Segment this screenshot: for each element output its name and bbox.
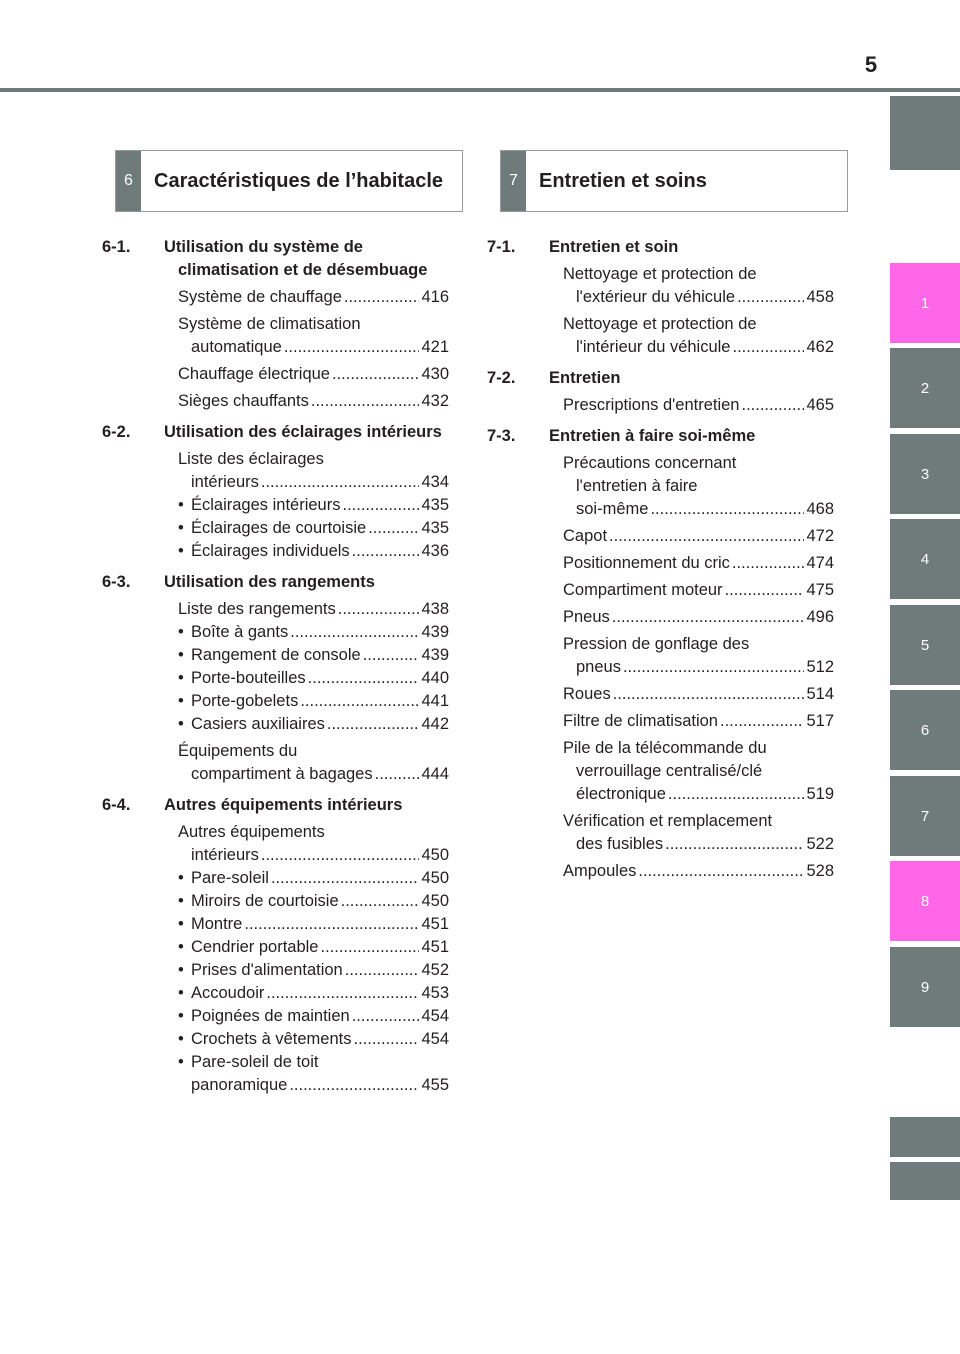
- toc-entry[interactable]: [102, 448, 449, 563]
- toc-page-number[interactable]: 438: [421, 600, 449, 618]
- toc-entry[interactable]: [487, 810, 834, 856]
- toc-page-number[interactable]: 439: [421, 623, 449, 641]
- toc-entry[interactable]: [487, 313, 834, 359]
- dot-leader: [363, 644, 420, 667]
- dot-leader: [321, 936, 420, 959]
- toc-line: [178, 763, 449, 786]
- toc-entry-text: Prises d'alimentation: [191, 961, 343, 979]
- toc-line: [563, 683, 834, 706]
- toc-entry-text: Système de climatisation: [178, 315, 361, 333]
- toc-line: [178, 517, 449, 540]
- dot-leader: [638, 860, 804, 883]
- toc-line: [563, 737, 834, 760]
- toc-page-number[interactable]: 517: [806, 712, 834, 730]
- section-6-toc: [102, 231, 449, 1097]
- toc-page-number[interactable]: 435: [421, 519, 449, 537]
- dot-leader: [261, 471, 420, 494]
- dot-leader: [720, 710, 804, 733]
- toc-entry-text: Montre: [191, 915, 243, 933]
- toc-entry[interactable]: [102, 598, 449, 736]
- toc-page-number[interactable]: 465: [806, 396, 834, 414]
- toc-line: [178, 621, 449, 644]
- toc-line: [563, 498, 834, 521]
- toc-entry-text: Positionnement du cric: [563, 554, 730, 572]
- toc-line: [563, 606, 834, 629]
- dot-leader: [311, 390, 420, 413]
- toc-entry[interactable]: [487, 579, 834, 602]
- toc-entry-text: Chauffage électrique: [178, 365, 330, 383]
- toc-page-number[interactable]: 514: [806, 685, 834, 703]
- toc-entry-text: Casiers auxiliaires: [191, 715, 325, 733]
- toc-line: [563, 833, 834, 856]
- top-rule: [0, 88, 960, 92]
- toc-page-number[interactable]: 432: [421, 392, 449, 410]
- bullet-glyph: •: [178, 715, 184, 733]
- toc-entry-text: Pression de gonflage des: [563, 635, 750, 653]
- chapter-tabs: [890, 0, 960, 1354]
- bullet-glyph: •: [178, 646, 184, 664]
- toc-page-number[interactable]: 430: [421, 365, 449, 383]
- toc-entry-text: Éclairages de courtoisie: [191, 519, 367, 537]
- toc-page-number[interactable]: 455: [421, 1076, 449, 1094]
- chapter-tab-7[interactable]: 7: [890, 776, 960, 856]
- toc-entry-text: Vérification et remplacement: [563, 812, 773, 830]
- toc-entry-text: Porte-gobelets: [191, 692, 299, 710]
- toc-page-number[interactable]: 450: [421, 869, 449, 887]
- toc-line: [563, 810, 834, 833]
- dot-leader: [354, 1028, 420, 1051]
- chapter-number: 6-4.: [102, 796, 131, 814]
- toc-page-number[interactable]: 440: [421, 669, 449, 687]
- toc-page-number[interactable]: 474: [806, 554, 834, 572]
- toc-entry-text: Éclairages individuels: [191, 542, 350, 560]
- toc-entry-text: Prescriptions d'entretien: [563, 396, 740, 414]
- toc-page-number[interactable]: 435: [421, 496, 449, 514]
- toc-entry[interactable]: [487, 263, 834, 309]
- toc-entry-text: Rangement de console: [191, 646, 361, 664]
- toc-chapter-heading[interactable]: [487, 425, 834, 448]
- bullet-glyph: •: [178, 961, 184, 979]
- toc-entry-text: électronique: [576, 785, 666, 803]
- toc-page-number[interactable]: 519: [806, 785, 834, 803]
- toc-line: [178, 598, 449, 621]
- toc-entry-text: Équipements du: [178, 742, 298, 760]
- toc-page-number[interactable]: 528: [806, 862, 834, 880]
- bullet-glyph: •: [178, 519, 184, 537]
- toc-line: [563, 394, 834, 417]
- toc-line: [563, 656, 834, 679]
- toc-page-number[interactable]: 439: [421, 646, 449, 664]
- dot-leader: [244, 913, 419, 936]
- toc-entry-text: compartiment à bagages: [191, 765, 373, 783]
- toc-line: [178, 448, 449, 471]
- toc-line: [563, 263, 834, 286]
- chapter-number: 6-2.: [102, 423, 131, 441]
- toc-page-number[interactable]: 441: [421, 692, 449, 710]
- toc-entry-text: Capot: [563, 527, 608, 545]
- dot-leader: [623, 656, 805, 679]
- dot-leader: [342, 494, 419, 517]
- toc-line: [178, 740, 449, 763]
- toc-entry-text: Pneus: [563, 608, 610, 626]
- chapter-number: 6-3.: [102, 573, 131, 591]
- chapter-tab-5[interactable]: 5: [890, 605, 960, 685]
- toc-entry-text: l'extérieur du véhicule: [576, 288, 736, 306]
- toc-page-number[interactable]: 444: [421, 765, 449, 783]
- toc-line: [178, 313, 449, 336]
- toc-entry-text: Roues: [563, 685, 611, 703]
- toc-line: [178, 1005, 449, 1028]
- chapter-title: Entretien à faire soi-même: [549, 427, 756, 445]
- dot-leader: [665, 833, 804, 856]
- dot-leader: [733, 336, 805, 359]
- toc-entry[interactable]: [487, 525, 834, 548]
- chapter-number: 7-3.: [487, 427, 516, 445]
- dot-leader: [344, 286, 420, 309]
- dot-leader: [261, 844, 420, 867]
- dot-leader: [368, 517, 419, 540]
- toc-line: [178, 821, 449, 844]
- toc-entry-text: Sièges chauffants: [178, 392, 309, 410]
- dot-leader: [332, 363, 419, 386]
- toc-line: [178, 1051, 449, 1074]
- toc-page-number[interactable]: 451: [421, 938, 449, 956]
- toc-line: [178, 913, 449, 936]
- toc-entry-text: Pare-soleil de toit: [191, 1053, 319, 1071]
- toc-page-number[interactable]: 453: [421, 984, 449, 1002]
- toc-line: [563, 552, 834, 575]
- bullet-glyph: •: [178, 1030, 184, 1048]
- toc-entry-text: Boîte à gants: [191, 623, 289, 641]
- bullet-glyph: •: [178, 542, 184, 560]
- bullet-glyph: •: [178, 984, 184, 1002]
- toc-entry[interactable]: [487, 683, 834, 706]
- toc-entry[interactable]: [102, 313, 449, 359]
- toc-line: [178, 363, 449, 386]
- chapter-tab-3[interactable]: 3: [890, 434, 960, 514]
- dot-leader: [737, 286, 804, 309]
- toc-page-number[interactable]: 454: [421, 1030, 449, 1048]
- dot-leader: [300, 690, 419, 713]
- toc-entry-text: soi-même: [576, 500, 649, 518]
- toc-entry-text: Nettoyage et protection de: [563, 315, 757, 333]
- dot-leader: [612, 606, 805, 629]
- chapter-title: Utilisation des rangements: [164, 573, 375, 591]
- toc-entry-text: verrouillage centralisé/clé: [576, 762, 763, 780]
- chapter-tab-8[interactable]: 8: [890, 861, 960, 941]
- toc-entry[interactable]: [102, 821, 449, 1097]
- dot-leader: [338, 598, 420, 621]
- bullet-glyph: •: [178, 938, 184, 956]
- bullet-glyph: •: [178, 915, 184, 933]
- dot-leader: [327, 713, 420, 736]
- toc-line: [178, 644, 449, 667]
- chapter-tab-1[interactable]: 1: [890, 263, 960, 343]
- dot-leader: [668, 783, 805, 806]
- dot-leader: [732, 552, 805, 575]
- toc-line: [178, 1074, 449, 1097]
- toc-line: [178, 336, 449, 359]
- dot-leader: [613, 683, 805, 706]
- toc-chapter-heading[interactable]: [487, 367, 834, 390]
- toc-page-number[interactable]: 450: [421, 846, 449, 864]
- toc-page-number[interactable]: 450: [421, 892, 449, 910]
- toc-entry-text: Filtre de climatisation: [563, 712, 718, 730]
- bullet-glyph: •: [178, 1053, 184, 1071]
- toc-line: [178, 494, 449, 517]
- toc-line: [563, 783, 834, 806]
- section-7-toc: [487, 231, 834, 883]
- toc-page-number[interactable]: 434: [421, 473, 449, 491]
- toc-line: [178, 890, 449, 913]
- toc-entry-text: Pile de la télécommande du: [563, 739, 767, 757]
- toc-line: [178, 982, 449, 1005]
- toc-entry[interactable]: [102, 286, 449, 309]
- toc-line: [563, 336, 834, 359]
- toc-chapter-heading[interactable]: [487, 236, 834, 259]
- toc-entry-text: Ampoules: [563, 862, 637, 880]
- toc-entry-text: automatique: [191, 338, 282, 356]
- toc-line: [178, 540, 449, 563]
- dot-leader: [375, 763, 420, 786]
- toc-entry-text: panoramique: [191, 1076, 288, 1094]
- toc-entry[interactable]: [487, 606, 834, 629]
- toc-entry-text: l'intérieur du véhicule: [576, 338, 731, 356]
- toc-entry-text: Nettoyage et protection de: [563, 265, 757, 283]
- toc-entry[interactable]: [102, 740, 449, 786]
- toc-page-number[interactable]: 522: [806, 835, 834, 853]
- toc-entry[interactable]: [487, 452, 834, 521]
- toc-line: [563, 760, 834, 783]
- toc-entry-text: intérieurs: [191, 473, 259, 491]
- toc-entry-text: des fusibles: [576, 835, 664, 853]
- toc-line: [178, 667, 449, 690]
- chapter-tab-blank-bottom-1[interactable]: [890, 1117, 960, 1157]
- toc-entry-text: l'entretien à faire: [576, 477, 698, 495]
- dot-leader: [266, 982, 419, 1005]
- dot-leader: [352, 1005, 420, 1028]
- toc-entry-text: Crochets à vêtements: [191, 1030, 352, 1048]
- toc-entry-text: pneus: [576, 658, 621, 676]
- toc-entry[interactable]: [487, 737, 834, 806]
- section-7-header: [500, 150, 848, 212]
- bullet-glyph: •: [178, 669, 184, 687]
- toc-page-number[interactable]: 462: [806, 338, 834, 356]
- toc-page-number[interactable]: 452: [421, 961, 449, 979]
- toc-entry-text: Poignées de maintien: [191, 1007, 350, 1025]
- bullet-glyph: •: [178, 869, 184, 887]
- toc-line: [563, 633, 834, 656]
- toc-line: [563, 579, 834, 602]
- toc-line: [178, 713, 449, 736]
- toc-entry[interactable]: [102, 390, 449, 413]
- chapter-number: 6-1.: [102, 238, 131, 256]
- toc-line: [178, 959, 449, 982]
- toc-entry-text: Liste des éclairages: [178, 450, 324, 468]
- dot-leader: [609, 525, 804, 548]
- toc-entry[interactable]: [487, 552, 834, 575]
- chapter-tab-4[interactable]: 4: [890, 519, 960, 599]
- toc-line: [563, 313, 834, 336]
- toc-entry[interactable]: [102, 363, 449, 386]
- section-6-header: [115, 150, 463, 212]
- toc-line: [563, 475, 834, 498]
- toc-page-number[interactable]: 472: [806, 527, 834, 545]
- toc-entry-text: intérieurs: [191, 846, 259, 864]
- toc-page-number[interactable]: 442: [421, 715, 449, 733]
- chapter-title: Utilisation du système de climatisation et de désembuage: [164, 238, 428, 279]
- dot-leader: [725, 579, 805, 602]
- toc-entry-text: Compartiment moteur: [563, 581, 723, 599]
- toc-entry-text: Cendrier portable: [191, 938, 319, 956]
- toc-entry-text: Pare-soleil: [191, 869, 269, 887]
- toc-chapter-heading[interactable]: [102, 236, 449, 282]
- toc-line: [563, 860, 834, 883]
- toc-entry-text: Autres équipements: [178, 823, 325, 841]
- section-7-title: Entretien et soins: [539, 170, 707, 192]
- bullet-glyph: •: [178, 692, 184, 710]
- toc-entry[interactable]: [487, 710, 834, 733]
- chapter-tab-blank-top[interactable]: [890, 96, 960, 170]
- toc-line: [563, 286, 834, 309]
- dot-leader: [308, 667, 420, 690]
- toc-page-number[interactable]: 416: [421, 288, 449, 306]
- dot-leader: [742, 394, 805, 417]
- toc-chapter-heading[interactable]: [102, 794, 449, 817]
- section-6-title: Caractéristiques de l’habitacle: [154, 170, 444, 192]
- chapter-tab-blank-bottom-2[interactable]: [890, 1162, 960, 1200]
- toc-chapter-heading[interactable]: [102, 421, 449, 444]
- toc-entry-text: Accoudoir: [191, 984, 265, 1002]
- toc-entry-text: Miroirs de courtoisie: [191, 892, 339, 910]
- toc-page-number[interactable]: 436: [421, 542, 449, 560]
- toc-entry-text: Système de chauffage: [178, 288, 342, 306]
- chapter-title: Utilisation des éclairages intérieurs: [164, 423, 442, 441]
- toc-line: [178, 1028, 449, 1051]
- dot-leader: [271, 867, 420, 890]
- toc-page-number[interactable]: 512: [806, 658, 834, 676]
- toc-line: [178, 936, 449, 959]
- toc-line: [178, 844, 449, 867]
- toc-line: [563, 452, 834, 475]
- bullet-glyph: •: [178, 623, 184, 641]
- chapter-title: Entretien et soin: [549, 238, 679, 256]
- dot-leader: [345, 959, 420, 982]
- dot-leader: [650, 498, 804, 521]
- toc-page-number[interactable]: 468: [806, 500, 834, 518]
- bullet-glyph: •: [178, 496, 184, 514]
- toc-page-number[interactable]: 496: [806, 608, 834, 626]
- section-7-number: 7: [501, 151, 526, 211]
- chapter-title: Autres équipements intérieurs: [164, 796, 403, 814]
- toc-line: [563, 710, 834, 733]
- toc-chapter-heading[interactable]: [102, 571, 449, 594]
- toc-line: [178, 390, 449, 413]
- toc-line: [178, 286, 449, 309]
- chapter-number: 7-1.: [487, 238, 516, 256]
- chapter-tab-9[interactable]: 9: [890, 947, 960, 1027]
- dot-leader: [352, 540, 420, 563]
- chapter-title: Entretien: [549, 369, 621, 387]
- toc-line: [563, 525, 834, 548]
- toc-entry-text: Éclairages intérieurs: [191, 496, 341, 514]
- dot-leader: [341, 890, 420, 913]
- page-number: 5: [864, 52, 878, 77]
- toc-page-number[interactable]: 475: [806, 581, 834, 599]
- toc-entry[interactable]: [487, 394, 834, 417]
- toc-page-number[interactable]: 458: [806, 288, 834, 306]
- chapter-number: 7-2.: [487, 369, 516, 387]
- section-6-number: 6: [116, 151, 141, 211]
- dot-leader: [289, 1074, 419, 1097]
- toc-entry-text: Précautions concernant: [563, 454, 737, 472]
- dot-leader: [284, 336, 420, 359]
- toc-page-number[interactable]: 454: [421, 1007, 449, 1025]
- bullet-glyph: •: [178, 892, 184, 910]
- toc-page-number[interactable]: 421: [421, 338, 449, 356]
- toc-entry-text: Porte-bouteilles: [191, 669, 306, 687]
- dot-leader: [290, 621, 419, 644]
- toc-entry-text: Liste des rangements: [178, 600, 336, 618]
- bullet-glyph: •: [178, 1007, 184, 1025]
- chapter-tab-6[interactable]: 6: [890, 690, 960, 770]
- chapter-tab-2[interactable]: 2: [890, 348, 960, 428]
- toc-line: [178, 690, 449, 713]
- toc-entry[interactable]: [487, 633, 834, 679]
- toc-entry[interactable]: [487, 860, 834, 883]
- toc-line: [178, 867, 449, 890]
- toc-line: [178, 471, 449, 494]
- toc-page-number[interactable]: 451: [421, 915, 449, 933]
